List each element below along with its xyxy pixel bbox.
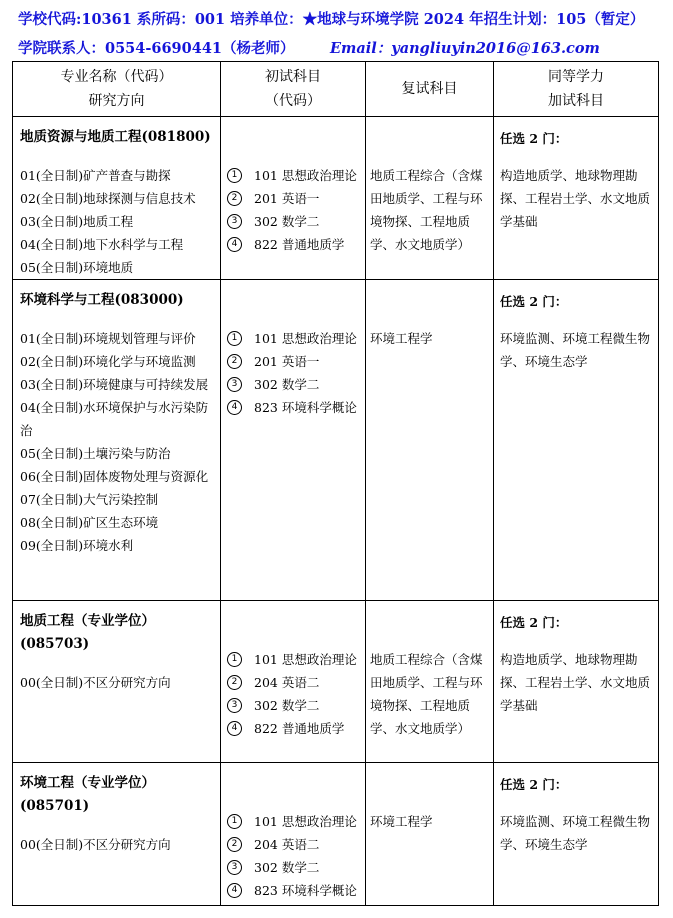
direction-item: 01(全日制)环境规划管理与评价 [20, 331, 196, 346]
exam-item [227, 879, 363, 902]
exam-text: 101 思想政治理论 [254, 814, 357, 829]
number-circle-icon: 3 [227, 860, 242, 875]
major-cell [13, 763, 221, 906]
exam-text: 201 英语一 [254, 191, 320, 206]
direction-item: 03(全日制)环境健康与可持续发展 [20, 377, 209, 392]
direction-item: 09(全日制)环境水利 [20, 538, 134, 553]
direction-item: 07(全日制)大气污染控制 [20, 492, 159, 507]
number-circle-icon: 2 [227, 354, 242, 369]
exam-item [227, 856, 363, 879]
retest-cell [366, 280, 494, 601]
retest-text: 地质工程综合（含煤田地质学、工程与环境物探、工程地质学、水文地质学） [370, 652, 483, 736]
direction-item: 08(全日制)矿区生态环境 [20, 515, 159, 530]
exam-item [227, 373, 363, 396]
number-circle-icon: 1 [227, 814, 242, 829]
prelim-header: 初试科目 （代码） [221, 62, 366, 117]
table-row [13, 117, 659, 280]
exam-text: 302 数学二 [254, 698, 320, 713]
retest-cell [366, 117, 494, 280]
number-circle-icon: 3 [227, 377, 242, 392]
number-circle-icon: 1 [227, 331, 242, 346]
exam-item [227, 233, 363, 256]
major-title: 地质工程（专业学位）(085703) [20, 613, 155, 652]
exam-text: 822 普通地质学 [254, 237, 345, 252]
exam-item [227, 648, 363, 671]
direction-item: 02(全日制)地球探测与信息技术 [20, 191, 196, 206]
exam-text: 101 思想政治理论 [254, 331, 357, 346]
number-circle-icon: 1 [227, 652, 242, 667]
table-row [13, 280, 659, 601]
equiv-cell [494, 280, 659, 601]
number-circle-icon: 4 [227, 721, 242, 736]
retest-cell [366, 601, 494, 763]
exam-text: 302 数学二 [254, 377, 320, 392]
exam-item [227, 717, 363, 740]
major-header: 专业名称（代码） 研究方向 [13, 62, 221, 117]
number-circle-icon: 4 [227, 400, 242, 415]
number-circle-icon: 3 [227, 214, 242, 229]
equiv-cell [494, 601, 659, 763]
direction-item: 02(全日制)环境化学与环境监测 [20, 354, 196, 369]
equiv-cell [494, 117, 659, 280]
elective-text: 构造地质学、地球物理勘探、工程岩土学、水文地质学基础 [500, 652, 651, 713]
exam-text: 204 英语二 [254, 837, 320, 852]
contact-email: Email：yangliuyin2016@163.com [330, 40, 600, 57]
exam-text: 302 数学二 [254, 214, 320, 229]
exam-text: 201 英语一 [254, 354, 320, 369]
major-cell [13, 280, 221, 601]
direction-item: 04(全日制)水环境保护与水污染防治 [20, 400, 209, 438]
major-title: 地质资源与地质工程(081800) [20, 129, 211, 145]
exam-text: 302 数学二 [254, 860, 320, 875]
prelim-cell [221, 601, 366, 763]
number-circle-icon: 2 [227, 837, 242, 852]
elective-text: 环境监测、环境工程微生物学、环境生态学 [500, 814, 651, 852]
exam-text: 101 思想政治理论 [254, 168, 357, 183]
elective-title: 任选 2 门： [500, 294, 568, 309]
direction-item: 04(全日制)地下水科学与工程 [20, 237, 184, 252]
contact-person: 学院联系人：0554-6690441（杨老师） [18, 40, 295, 57]
retest-cell [366, 763, 494, 906]
exam-text: 101 思想政治理论 [254, 652, 357, 667]
exam-text: 823 环境科学概论 [254, 883, 357, 898]
exam-item [227, 187, 363, 210]
header-line: 学校代码:10361 系所码：001 培养单位：★地球与环境学院 2024 年招生计划：105（暂定） [18, 11, 645, 28]
elective-title: 任选 2 门： [500, 777, 568, 792]
retest-text: 环境工程学 [370, 814, 433, 829]
elective-text: 构造地质学、地球物理勘探、工程岩土学、水文地质学基础 [500, 168, 651, 229]
prelim-cell [221, 117, 366, 280]
major-cell [13, 601, 221, 763]
elective-text: 环境监测、环境工程微生物学、环境生态学 [500, 331, 651, 369]
number-circle-icon: 1 [227, 168, 242, 183]
table-header-row [13, 62, 659, 117]
contact-line [18, 37, 600, 58]
table-row [13, 763, 659, 906]
major-cell [13, 117, 221, 280]
direction-item: 01(全日制)矿产普查与勘探 [20, 168, 171, 183]
equiv-cell [494, 763, 659, 906]
exam-text: 822 普通地质学 [254, 721, 345, 736]
number-circle-icon: 2 [227, 675, 242, 690]
elective-title: 任选 2 门： [500, 131, 568, 146]
retest-header: 复试科目 [366, 62, 494, 117]
direction-item: 05(全日制)土壤污染与防治 [20, 446, 171, 461]
number-circle-icon: 2 [227, 191, 242, 206]
direction-item: 05(全日制)环境地质 [20, 260, 134, 275]
major-title: 环境科学与工程(083000) [20, 292, 184, 308]
exam-item [227, 810, 363, 833]
table-row [13, 601, 659, 763]
number-circle-icon: 4 [227, 237, 242, 252]
retest-text: 地质工程综合（含煤田地质学、工程与环境物探、工程地质学、水文地质学） [370, 168, 483, 252]
exam-item [227, 833, 363, 856]
exam-item [227, 350, 363, 373]
direction-item: 00(全日制)不区分研究方向 [20, 675, 171, 690]
major-title: 环境工程（专业学位）(085701) [20, 775, 155, 814]
exam-item [227, 694, 363, 717]
number-circle-icon: 3 [227, 698, 242, 713]
direction-item: 00(全日制)不区分研究方向 [20, 837, 171, 852]
retest-text: 环境工程学 [370, 331, 433, 346]
direction-item: 06(全日制)固体废物处理与资源化 [20, 469, 209, 484]
exam-item [227, 671, 363, 694]
equiv-header: 同等学力 加试科目 [494, 62, 659, 117]
exam-item [227, 396, 363, 419]
prelim-cell [221, 763, 366, 906]
admissions-table [12, 61, 659, 906]
exam-item [227, 164, 363, 187]
prelim-cell [221, 280, 366, 601]
exam-item [227, 210, 363, 233]
exam-text: 823 环境科学概论 [254, 400, 357, 415]
number-circle-icon: 4 [227, 883, 242, 898]
exam-text: 204 英语二 [254, 675, 320, 690]
exam-item [227, 327, 363, 350]
direction-item: 03(全日制)地质工程 [20, 214, 134, 229]
elective-title: 任选 2 门： [500, 615, 568, 630]
